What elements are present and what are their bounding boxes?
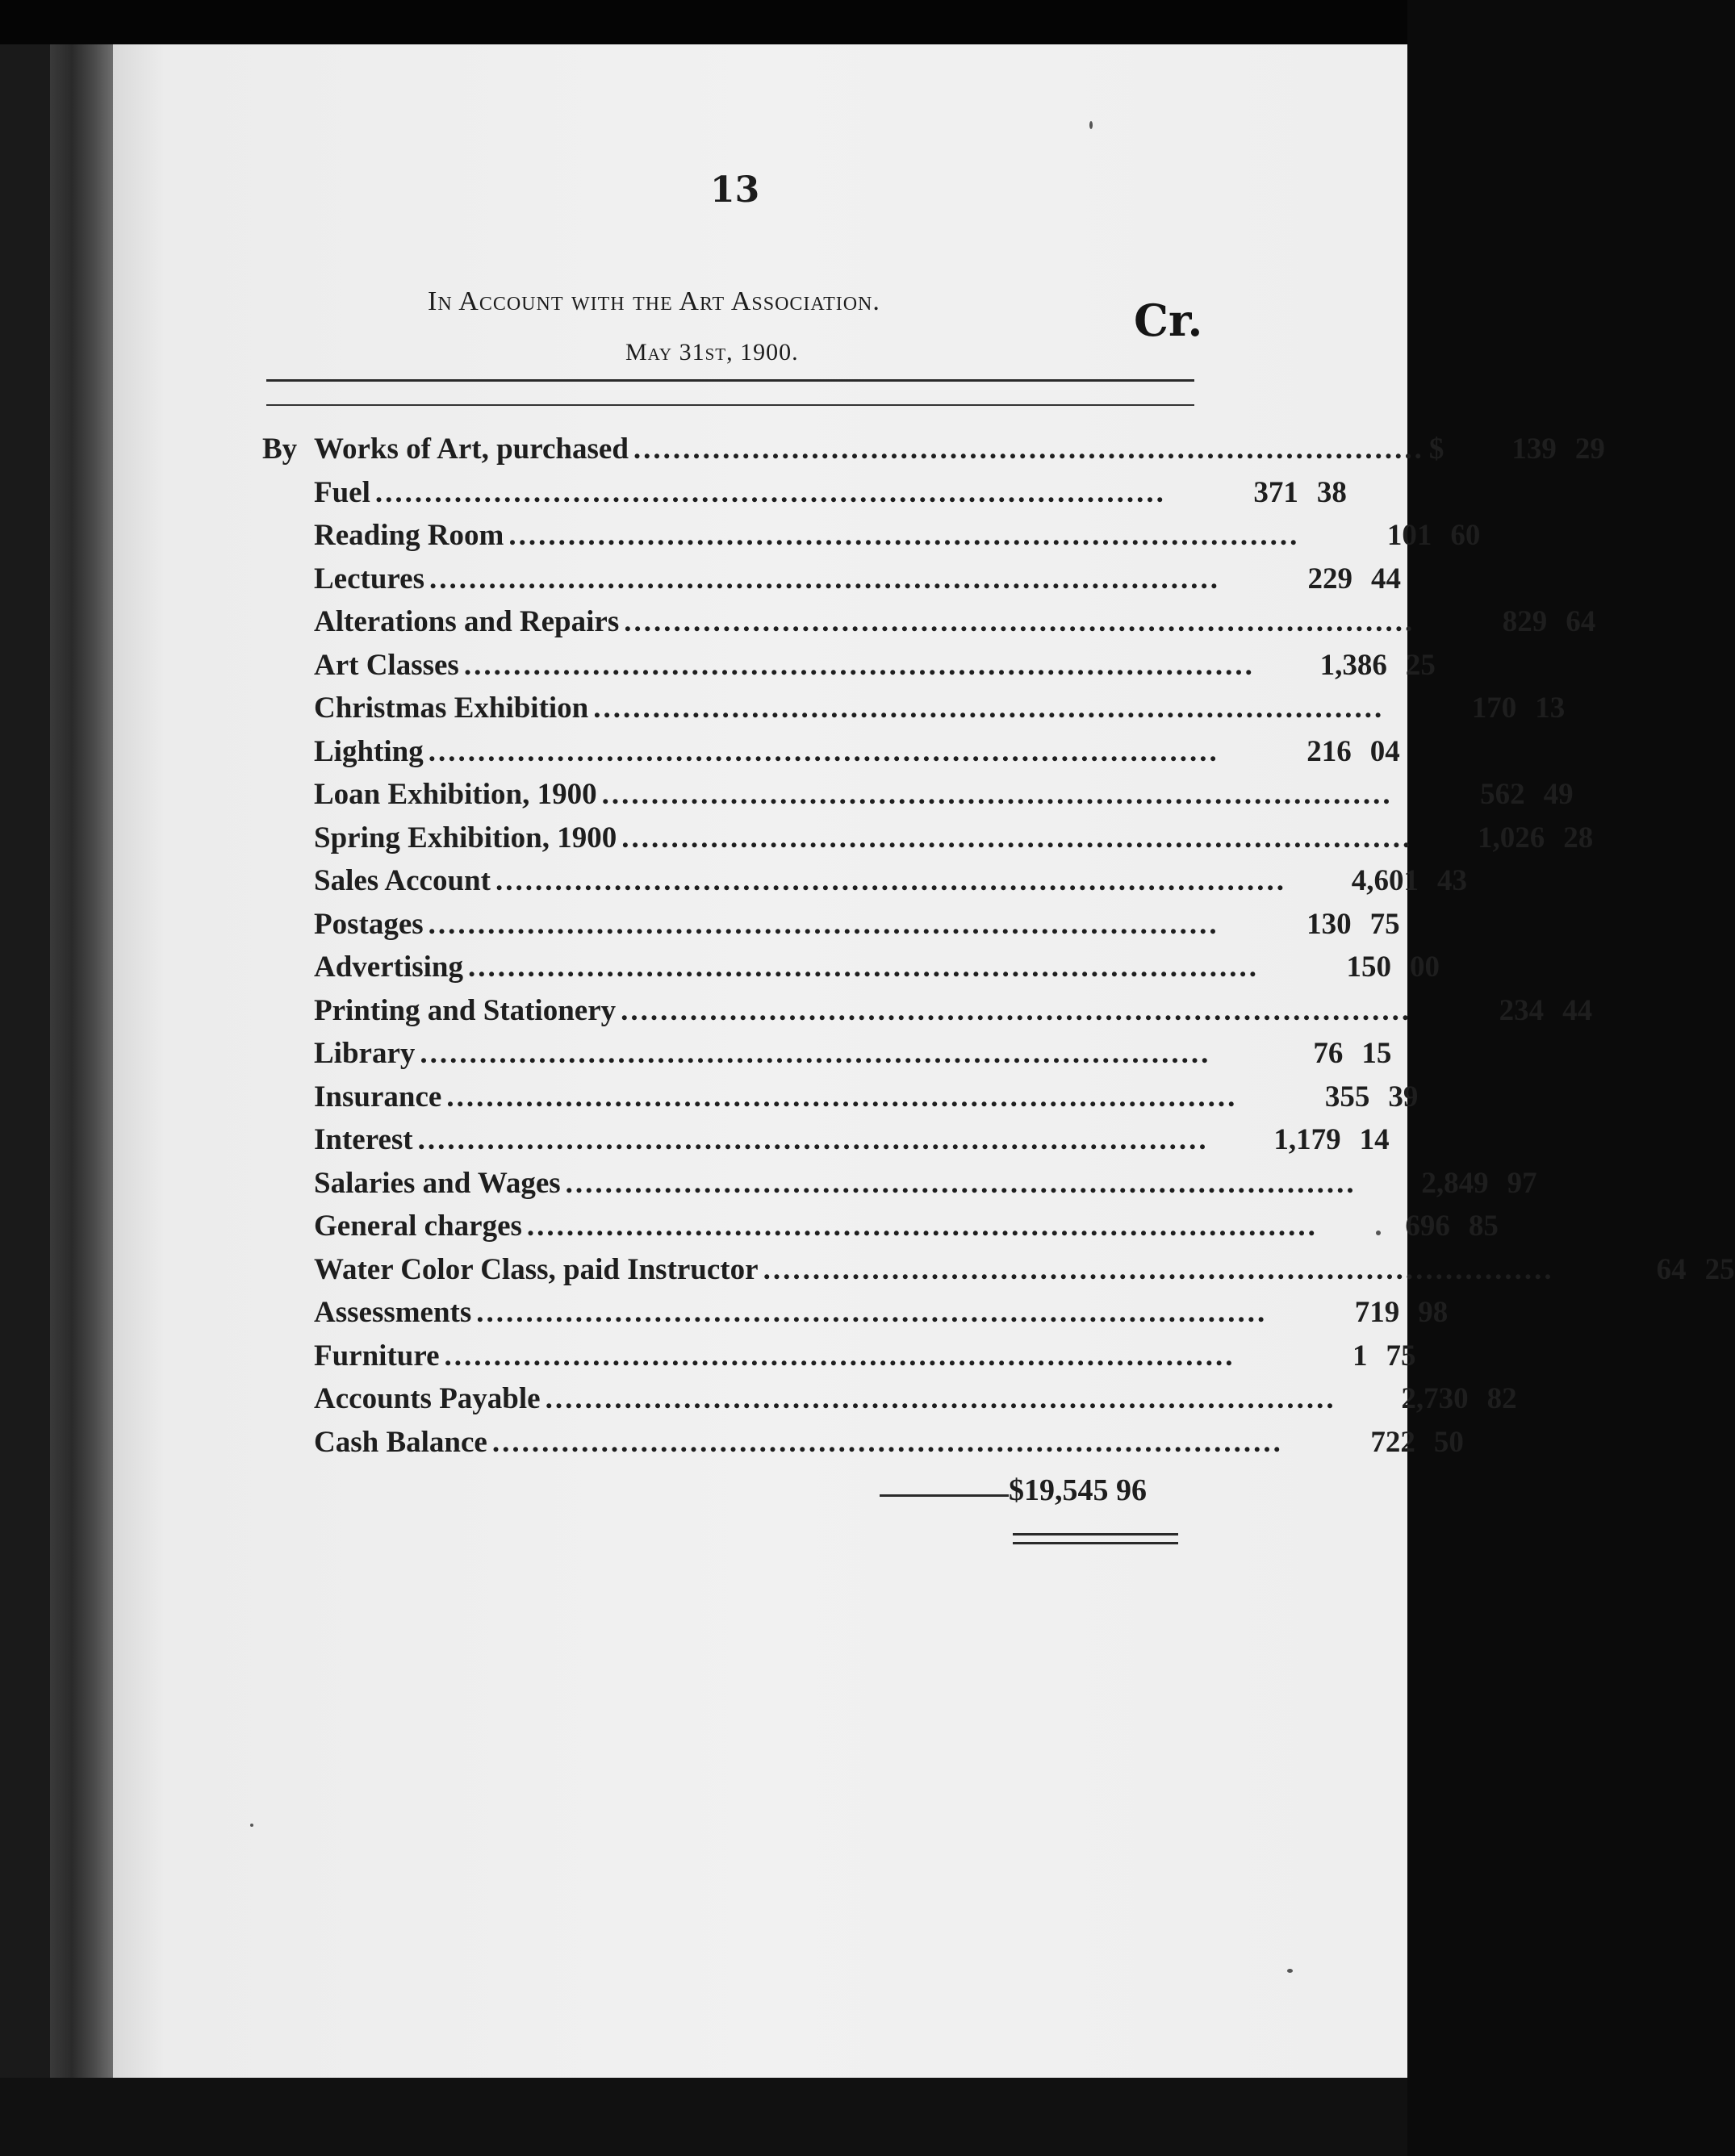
heading-rule-thick bbox=[266, 379, 1194, 382]
ledger-row bbox=[262, 821, 1594, 864]
ledger-row bbox=[262, 950, 1440, 993]
currency-symbol: $ bbox=[1428, 432, 1444, 466]
ledger-item-label: Water Color Class, paid Instructor bbox=[314, 1252, 759, 1286]
book-spine-shadow bbox=[50, 44, 113, 2156]
ledger-item-label: Works of Art, purchased bbox=[314, 432, 629, 466]
scan-top-border bbox=[0, 0, 1407, 44]
amount-dollars: 562 bbox=[1480, 778, 1525, 811]
ledger-item-label: Reading Room bbox=[314, 519, 504, 552]
dot-leader: ................................................................................ bbox=[621, 993, 1412, 1027]
heading-rule-thin bbox=[266, 404, 1194, 406]
dot-leader: ................................................................................ bbox=[593, 692, 1385, 725]
ledger-item-label: Postages bbox=[314, 907, 424, 941]
dust-speck bbox=[1089, 121, 1093, 129]
dot-leader: ................................................................................ bbox=[565, 1166, 1357, 1200]
amount-dollars: 1,179 bbox=[1273, 1123, 1341, 1156]
ledger-row bbox=[262, 1209, 1499, 1252]
amount-cents: 49 bbox=[1543, 778, 1574, 811]
credit-label: Cr. bbox=[1134, 295, 1203, 346]
ledger-item-label: Lectures bbox=[314, 562, 424, 595]
ledger-row bbox=[262, 1425, 1464, 1469]
amount-dollars: 722 bbox=[1370, 1425, 1415, 1459]
amount-dollars: 101 bbox=[1386, 519, 1432, 552]
dot-leader: ................................................................................ bbox=[468, 951, 1259, 984]
amount-dollars: 2,730 bbox=[1401, 1382, 1469, 1415]
ledger-row bbox=[262, 1166, 1537, 1210]
ledger-item-label: Library bbox=[314, 1037, 416, 1070]
ledger-row bbox=[262, 907, 1400, 951]
amount-cents: 98 bbox=[1418, 1296, 1449, 1329]
amount-dollars: 829 bbox=[1502, 605, 1548, 638]
ledger-row bbox=[262, 518, 1481, 562]
dot-leader: ................................................................................ bbox=[420, 1037, 1211, 1070]
ledger-row bbox=[262, 863, 1467, 907]
amount-dollars: 229 bbox=[1307, 562, 1352, 595]
amount-cents: 82 bbox=[1486, 1382, 1517, 1415]
ledger-item-label: Accounts Payable bbox=[314, 1382, 541, 1415]
ledger-item-label: Lighting bbox=[314, 734, 424, 768]
amount-cents: 39 bbox=[1388, 1080, 1419, 1114]
amount-dollars: 139 bbox=[1511, 432, 1557, 466]
ledger-row bbox=[262, 1122, 1390, 1166]
amount-cents: 43 bbox=[1436, 864, 1467, 897]
page-number: 13 bbox=[710, 169, 760, 211]
total-amount: $19,545 96 bbox=[1009, 1473, 1147, 1507]
amount-dollars: 1,026 bbox=[1478, 821, 1545, 854]
dot-leader: ................................................................................ bbox=[446, 1080, 1238, 1114]
ledger-row bbox=[262, 1339, 1416, 1382]
amount-dollars: 76 bbox=[1313, 1037, 1344, 1070]
ledger-item-label: Interest bbox=[314, 1123, 413, 1156]
ledger-row bbox=[262, 432, 1605, 475]
dot-leader: ................................................................................ bbox=[444, 1339, 1235, 1373]
dot-leader: ................................................................................ bbox=[763, 1252, 1554, 1286]
amount-cents: 25 bbox=[1704, 1252, 1735, 1286]
dot-leader: ................................................................................ bbox=[491, 1425, 1283, 1459]
dot-leader: ................................................................................ bbox=[621, 821, 1413, 854]
amount-cents: 64 bbox=[1566, 605, 1596, 638]
ledger-item-label: Sales Account bbox=[314, 864, 491, 897]
ledger-row bbox=[262, 1080, 1419, 1123]
amount-cents: 13 bbox=[1535, 692, 1566, 725]
amount-cents: 44 bbox=[1371, 562, 1401, 595]
amount-dollars: 216 bbox=[1306, 734, 1352, 768]
ledger-item-label: Art Classes bbox=[314, 648, 459, 682]
dot-leader: ................................................................................ bbox=[429, 562, 1220, 595]
dot-leader: ................................................................................ bbox=[526, 1210, 1318, 1243]
ledger-row bbox=[262, 1252, 1735, 1296]
amount-dollars: 170 bbox=[1471, 692, 1517, 725]
dot-leader: ................................................................................ bbox=[601, 778, 1393, 811]
scan-left-border bbox=[0, 44, 50, 2156]
ledger-item-label: Printing and Stationery bbox=[314, 993, 617, 1027]
ledger-total bbox=[880, 1473, 1186, 1521]
total-double-rule-bottom bbox=[1013, 1542, 1178, 1544]
ledger-item-label: Alterations and Repairs bbox=[314, 605, 620, 638]
amount-cents: 25 bbox=[1405, 648, 1436, 682]
ledger-row bbox=[262, 691, 1566, 734]
ledger-item-label: Cash Balance bbox=[314, 1425, 487, 1459]
ledger-row bbox=[262, 475, 1347, 519]
dot-leader: ................................................................................ bbox=[374, 475, 1166, 509]
ledger-item-label: Assessments bbox=[314, 1296, 472, 1329]
amount-dollars: 1,386 bbox=[1319, 648, 1387, 682]
dot-leader: ................................................................................ bbox=[624, 605, 1415, 638]
ledger-row bbox=[262, 562, 1401, 605]
dot-leader: ................................................................................ bbox=[508, 519, 1300, 552]
dot-leader: ................................................................................ bbox=[495, 864, 1286, 897]
amount-cents: 50 bbox=[1433, 1425, 1464, 1459]
ledger-row bbox=[262, 777, 1574, 821]
amount-dollars: 355 bbox=[1324, 1080, 1370, 1114]
ledger-row bbox=[262, 604, 1596, 648]
amount-cents: 75 bbox=[1386, 1339, 1416, 1373]
amount-dollars: 234 bbox=[1499, 993, 1545, 1027]
amount-cents: 38 bbox=[1316, 475, 1347, 509]
credit-ledger-list bbox=[262, 432, 1735, 1468]
amount-dollars: 696 bbox=[1405, 1210, 1450, 1243]
ledger-row bbox=[262, 993, 1593, 1037]
account-date: May 31st, 1900. bbox=[625, 339, 799, 366]
account-heading: In Account with the Art Association. bbox=[428, 286, 880, 316]
amount-dollars: 150 bbox=[1346, 951, 1391, 984]
amount-cents: 60 bbox=[1450, 519, 1481, 552]
amount-dollars: 371 bbox=[1253, 475, 1298, 509]
ledger-row bbox=[262, 1295, 1449, 1339]
dot-leader: ................................................................................ bbox=[476, 1296, 1268, 1329]
amount-dollars: 719 bbox=[1354, 1296, 1400, 1329]
amount-dollars: 2,849 bbox=[1421, 1166, 1489, 1200]
ledger-item-label: Fuel bbox=[314, 475, 370, 509]
amount-cents: 15 bbox=[1361, 1037, 1392, 1070]
amount-cents: 04 bbox=[1369, 734, 1400, 768]
amount-cents: 97 bbox=[1507, 1166, 1537, 1200]
dot-leader: ................................................................................ bbox=[633, 432, 1424, 466]
dot-leader: ................................................................................ bbox=[428, 734, 1219, 768]
dot-leader: ................................................................................ bbox=[428, 907, 1219, 941]
dust-speck bbox=[1287, 1969, 1293, 1973]
ledger-item-label: Loan Exhibition, 1900 bbox=[314, 778, 597, 811]
ledger-row bbox=[262, 1381, 1517, 1425]
ledger-item-label: Salaries and Wages bbox=[314, 1166, 561, 1200]
dot-leader: ................................................................................ bbox=[545, 1382, 1336, 1415]
ledger-row bbox=[262, 648, 1436, 692]
ledger-item-label: Insurance bbox=[314, 1080, 442, 1114]
amount-dollars: 1 bbox=[1352, 1339, 1368, 1373]
amount-cents: 75 bbox=[1369, 907, 1400, 941]
ledger-item-label: Advertising bbox=[314, 951, 463, 984]
dot-leader: ................................................................................ bbox=[463, 648, 1255, 682]
ledger-prefix: By bbox=[262, 432, 298, 466]
ledger-item-label: Christmas Exhibition bbox=[314, 692, 589, 725]
dot-leader: ................................................................................ bbox=[417, 1123, 1209, 1156]
amount-cents: 28 bbox=[1563, 821, 1594, 854]
amount-cents: 85 bbox=[1468, 1210, 1499, 1243]
amount-cents: 44 bbox=[1562, 993, 1593, 1027]
dust-speck bbox=[250, 1824, 253, 1827]
amount-dollars: 4,601 bbox=[1351, 864, 1419, 897]
ledger-row bbox=[262, 734, 1400, 778]
ledger-item-label: Furniture bbox=[314, 1339, 440, 1373]
ledger-row bbox=[262, 1036, 1392, 1080]
scan-bottom-border bbox=[0, 2078, 1407, 2156]
amount-cents: 29 bbox=[1574, 432, 1605, 466]
ledger-item-label: Spring Exhibition, 1900 bbox=[314, 821, 617, 854]
total-dash-rule bbox=[880, 1494, 1009, 1497]
amount-dollars: 64 bbox=[1656, 1252, 1687, 1286]
total-double-rule-top bbox=[1013, 1533, 1178, 1536]
amount-cents: 14 bbox=[1359, 1123, 1390, 1156]
amount-cents: 00 bbox=[1410, 951, 1440, 984]
amount-dollars: 130 bbox=[1306, 907, 1352, 941]
ledger-item-label: General charges bbox=[314, 1210, 522, 1243]
